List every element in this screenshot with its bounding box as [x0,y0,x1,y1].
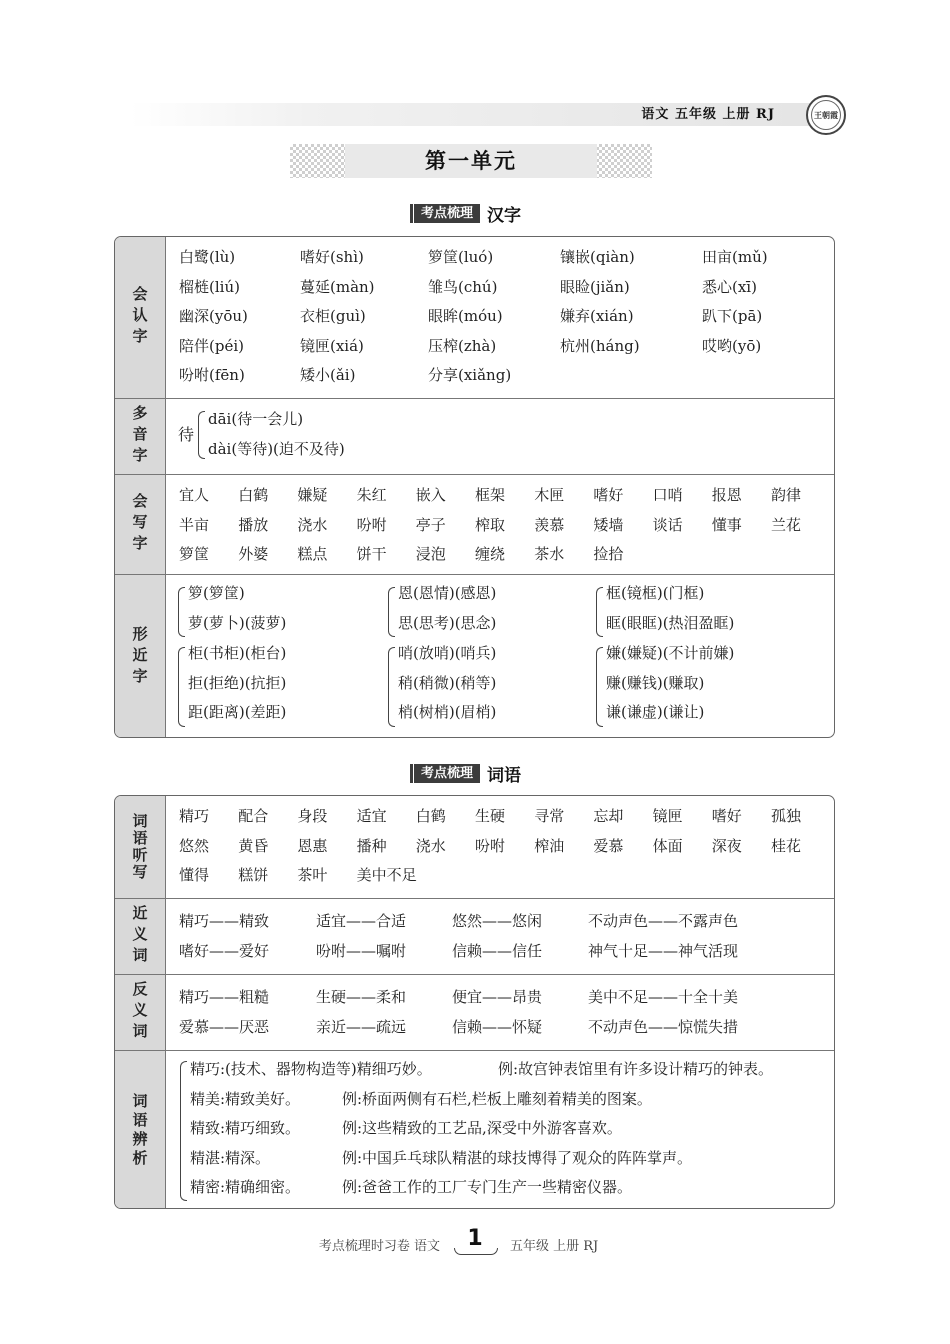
brand-seal-icon [806,95,846,135]
row-antonyms [115,974,834,1050]
recognize-item: 雏鸟(chú) [428,277,498,296]
dictation-item: 爱慕 [593,836,624,855]
synonyms-item: 嗜好——爱好 [179,941,270,960]
similar-item: 梢(树梢)(眉梢) [398,703,497,721]
antonyms-item: 美中不足——十全十美 [588,988,739,1006]
write-item: 框架 [475,486,506,504]
write-item: 宜人 [179,486,210,504]
recognize-item: 趴下(pā) [702,307,763,325]
row-label: 会认字 [115,237,166,398]
recognize-item: 镜匣(xiá) [300,336,364,355]
similar-item: 萝(萝卜)(菠萝) [188,613,287,632]
section-header-hanzi [414,202,521,224]
unit-title-banner [290,144,652,178]
dictation-item: 忘却 [593,807,624,825]
dictation-item: 榨油 [534,836,565,855]
dictation-item: 深夜 [711,836,742,855]
dictation-item: 精巧 [179,807,210,825]
analysis-example: 例:爸爸工作的工厂专门生产一些精密仪器。 [342,1178,633,1196]
header-text [641,103,775,126]
dictation-item: 桂花 [771,836,802,855]
antonyms-item: 生硬——柔和 [316,988,407,1006]
write-item: 韵律 [771,486,802,504]
write-item: 捡拾 [593,545,624,563]
section-badge: 考点梳理 [414,764,480,783]
brace [388,587,395,637]
row-dictation [115,796,834,898]
footer-right: 五年级 上册 RJ [510,1239,599,1254]
footer [0,1228,950,1258]
similar-item: 稍(稍微)(稍等) [398,673,497,692]
synonyms-item: 精巧——精致 [179,912,270,930]
recognize-item: 杭州(háng) [560,336,640,355]
recognize-item: 矮小(ǎi) [300,366,356,384]
similar-item: 拒(拒绝)(抗拒) [188,673,287,692]
recognize-item: 衣柜(guì) [300,307,366,325]
analysis-definition: 精密:精确细密。 [190,1178,301,1196]
dictation-item: 体面 [652,836,683,855]
row-polyphone [115,398,834,474]
similar-item: 恩(恩情)(感恩) [398,584,497,602]
page-title: 第一单元 [345,144,597,178]
dictation-item: 茶叶 [297,866,328,884]
hanzi-table [114,236,835,738]
recognize-item: 幽深(yōu) [179,307,248,325]
brace [178,587,185,637]
dictation-item: 嗜好 [711,807,742,825]
antonyms-item: 信赖——怀疑 [452,1017,543,1036]
recognize-item: 嫌弃(xián) [560,307,634,325]
synonyms-item: 不动声色——不露声色 [588,912,739,930]
row-analysis [115,1050,834,1209]
synonyms-item: 悠然——悠闲 [452,912,543,930]
recognize-item: 压榨(zhà) [428,336,497,355]
recognize-item: 箩筐(luó) [428,248,494,266]
recognize-item: 分享(xiǎng) [428,366,512,384]
ciyu-table [114,795,835,1209]
footer-left: 考点梳理时习卷 语文 [318,1239,440,1254]
recognize-item: 吩咐(fēn) [179,366,245,384]
write-item: 白鹤 [238,486,269,504]
synonyms-item: 吩咐——嘱咐 [316,941,407,960]
analysis-example: 例:故宫钟表馆里有许多设计精巧的钟表。 [498,1060,774,1078]
header-grade: 五年级 [674,107,717,122]
brace [596,587,603,637]
synonyms-item: 神气十足——神气活现 [588,941,739,960]
analysis-definition: 精湛:精深。 [190,1148,271,1167]
dictation-item: 黄昏 [238,836,269,855]
analysis-definition: 精巧:(技术、器物构造等)精细巧妙。 [190,1060,432,1078]
polyphone-reading: dāi(待一会儿) [208,410,304,428]
brace [198,411,205,459]
recognize-item: 嗜好(shì) [300,248,364,266]
antonyms-item: 便宜——昂贵 [452,988,543,1006]
write-item: 嵌入 [415,486,446,504]
write-item: 报恩 [711,486,742,504]
write-item: 播放 [238,515,269,534]
recognize-item: 镶嵌(qiàn) [560,248,635,266]
analysis-example: 例:中国乒乓球队精湛的球技博得了观众的阵阵掌声。 [342,1148,693,1167]
recognize-item: 榴梿(liú) [179,277,240,296]
header-edition: RJ [756,107,775,122]
row-label: 多音字 [115,399,166,474]
recognize-item: 哎哟(yō) [702,336,762,355]
recognize-item: 蔓延(màn) [300,277,375,296]
row-label: 词语辨析 [115,1051,166,1209]
brace [596,647,603,727]
write-item: 吩咐 [356,515,387,534]
dictation-item: 白鹤 [415,807,446,825]
section-title: 词语 [487,765,522,786]
header-volume: 上册 [722,107,751,122]
write-item: 懂事 [711,515,742,534]
section-badge: 考点梳理 [414,204,480,223]
write-item: 亭子 [415,515,446,534]
similar-item: 嫌(嫌疑)(不计前嫌) [606,644,735,662]
dictation-item: 恩惠 [297,836,328,855]
row-label: 近义词 [115,899,166,974]
write-item: 矮墙 [593,515,624,534]
antonyms-item: 精巧——粗糙 [179,988,270,1006]
header-bar [130,103,835,126]
write-item: 浇水 [297,515,328,534]
similar-item: 眶(眼眶)(热泪盈眶) [606,613,735,632]
analysis-example: 例:桥面两侧有石栏,栏板上雕刻着精美的图案。 [342,1089,652,1108]
row-label: 会写字 [115,475,166,574]
write-item: 半亩 [179,515,210,534]
write-item: 糕点 [297,545,328,563]
write-item: 外婆 [238,545,269,563]
antonyms-item: 不动声色——惊慌失措 [588,1017,739,1036]
polyphone-char: 待 [178,425,195,444]
write-item: 榨取 [475,515,506,534]
brace [388,647,395,727]
seal-text: 王朝霞 [814,109,838,120]
analysis-definition: 精美:精致美好。 [190,1089,301,1108]
row-write [115,474,834,574]
recognize-item: 陪伴(péi) [179,336,244,355]
row-similar [115,574,834,738]
dictation-item: 懂得 [179,866,210,884]
synonyms-item: 适宜——合适 [316,912,407,930]
recognize-item: 田亩(mǔ) [702,248,768,266]
dictation-item: 播种 [356,836,387,855]
antonyms-item: 亲近——疏远 [316,1017,407,1036]
dictation-item: 镜匣 [652,807,683,825]
antonyms-item: 爱慕——厌恶 [179,1017,270,1036]
dictation-item: 寻常 [534,807,565,825]
write-item: 羡慕 [534,515,565,534]
row-label: 词语听写 [115,796,166,898]
similar-item: 框(镜框)(门框) [606,584,705,602]
dictation-item: 配合 [238,807,269,825]
dictation-item: 悠然 [179,836,210,855]
dictation-item: 糕饼 [238,866,269,884]
similar-item: 思(思考)(思念) [398,613,497,632]
similar-item: 哨(放哨)(哨兵) [398,644,497,662]
section-title: 汉字 [487,205,522,226]
dictation-item: 浇水 [415,836,446,855]
write-item: 浸泡 [415,545,446,563]
write-item: 嗜好 [593,486,624,504]
write-item: 兰花 [771,515,802,534]
section-header-ciyu [414,762,521,784]
analysis-definition: 精致:精巧细致。 [190,1119,301,1137]
similar-item: 赚(赚钱)(赚取) [606,673,705,692]
write-item: 茶水 [534,545,565,563]
polyphone-reading: dài(等待)(迫不及待) [208,440,345,458]
row-synonyms [115,898,834,974]
similar-item: 箩(箩筐) [188,584,245,602]
similar-item: 柜(书柜)(柜台) [188,644,287,662]
write-item: 木匣 [534,486,565,504]
row-label: 形近字 [115,575,166,738]
page-number: 1 [454,1228,496,1250]
dictation-item: 适宜 [356,807,387,825]
recognize-item: 眼睑(jiǎn) [560,277,630,296]
similar-item: 距(距离)(差距) [188,703,287,721]
dictation-item: 美中不足 [356,866,417,884]
write-item: 箩筐 [179,545,210,563]
recognize-item: 悉心(xī) [702,277,757,296]
brace [178,647,185,727]
dictation-item: 孤独 [771,807,802,825]
recognize-item: 白鹭(lù) [179,248,236,266]
write-item: 口哨 [652,486,683,504]
dictation-item: 生硬 [475,807,506,825]
dictation-item: 吩咐 [475,836,506,855]
recognize-item: 眼眸(móu) [428,307,503,325]
similar-item: 谦(谦虚)(谦让) [606,703,705,721]
write-item: 嫌疑 [297,486,328,504]
write-item: 谈话 [652,515,683,534]
write-item: 缠绕 [475,545,506,563]
analysis-example: 例:这些精致的工艺品,深受中外游客喜欢。 [342,1119,622,1137]
header-subject: 语文 [641,107,670,122]
write-item: 朱红 [356,486,387,504]
row-recognize [115,237,834,398]
synonyms-item: 信赖——信任 [452,941,543,960]
brace [180,1061,187,1201]
row-label: 反义词 [115,975,166,1050]
dictation-item: 身段 [297,807,328,825]
write-item: 饼干 [356,545,387,563]
